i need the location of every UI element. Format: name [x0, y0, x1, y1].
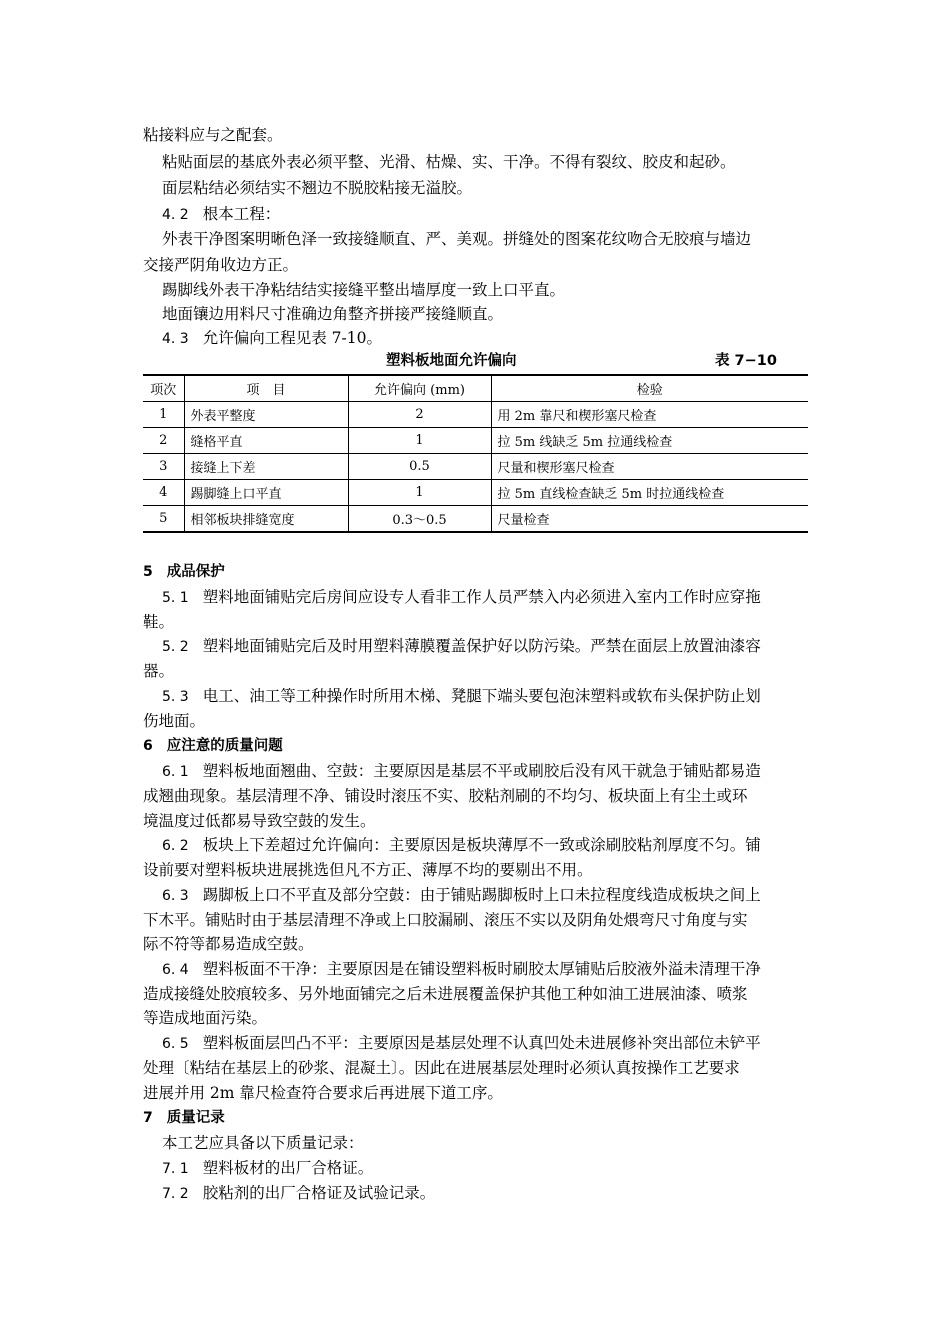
item-number: 5. 2	[162, 639, 189, 655]
table-cell: 踢脚缝上口平直	[184, 480, 348, 506]
section-title: 质量记录	[166, 1110, 225, 1126]
paragraph-line	[162, 686, 813, 707]
section-number: 4. 3	[162, 331, 189, 347]
section-6-heading	[143, 736, 813, 756]
paragraph-line: 器。	[143, 662, 175, 680]
paragraph-line: 踢脚线外表干净粘结结实接缝平整出墙厚度一致上口平直。	[162, 281, 566, 299]
paragraph-line: 地面镶边用料尺寸准确边角整齐拼接严接缝顺直。	[162, 305, 504, 323]
item-text: 塑料地面铺贴完后及时用塑料薄膜覆盖保护好以防污染。严禁在面层上放置油漆容	[202, 637, 761, 655]
table-cell: 尺量检查	[491, 506, 808, 533]
section-number: 6	[143, 738, 153, 754]
section-number: 7	[143, 1110, 153, 1126]
paragraph-line: 下木平。铺贴时由于基层清理不净或上口胶漏刷、滚压不实以及阴角处煨弯尺寸角度与实	[143, 911, 748, 929]
column-header: 检验	[491, 375, 808, 402]
table-cell: 用 2m 靠尺和楔形塞尺检查	[491, 402, 808, 428]
paragraph-line	[162, 1158, 813, 1179]
table-cell: 尺量和楔形塞尺检查	[491, 454, 808, 480]
paragraph-line: 等造成地面污染。	[143, 1009, 268, 1027]
paragraph-line: 外表干净图案明晰色泽一致接缝顺直、严、美观。拼缝处的图案花纹吻合无胶痕与墙边	[162, 230, 752, 248]
table-cell: 1	[143, 402, 184, 428]
item-number: 6. 2	[162, 838, 189, 854]
paragraph-line: 鞋。	[143, 613, 175, 631]
section-4-2	[162, 204, 813, 225]
section-number: 4. 2	[162, 207, 189, 223]
table-cell: 接缝上下差	[184, 454, 348, 480]
table-cell: 0.3～0.5	[348, 506, 491, 533]
table-cell: 外表平整度	[184, 402, 348, 428]
paragraph-line	[162, 1183, 813, 1204]
paragraph-line	[162, 959, 813, 980]
paragraph-line	[162, 636, 813, 657]
item-number: 6. 5	[162, 1036, 189, 1052]
paragraph-line: 粘接料应与之配套。	[143, 126, 283, 144]
table-cell: 缝格平直	[184, 428, 348, 454]
section-number: 5	[143, 564, 153, 580]
paragraph-line	[162, 835, 813, 856]
table-cell: 2	[348, 402, 491, 428]
paragraph-line: 成翘曲现象。基层清理不净、铺设时滚压不实、胶粘剂刷的不均匀、板块面上有尘土或环	[143, 787, 748, 805]
paragraph-line	[162, 885, 813, 906]
section-7-heading	[143, 1108, 813, 1128]
section-title: 应注意的质量问题	[166, 738, 283, 754]
table-row	[143, 428, 808, 454]
item-number: 7. 2	[162, 1186, 189, 1202]
paragraph-line	[162, 761, 813, 782]
table-cell: 1	[348, 480, 491, 506]
item-number: 7. 1	[162, 1161, 189, 1177]
tolerance-table	[143, 374, 808, 533]
column-header: 项次	[143, 375, 184, 402]
paragraph-line: 本工艺应具备以下质量记录：	[162, 1134, 364, 1152]
paragraph-line: 际不符等都易造成空鼓。	[143, 935, 314, 953]
item-number: 6. 1	[162, 764, 189, 780]
paragraph-line: 设前要对塑料板块进展挑选但凡不方正、薄厚不均的要剔出不用。	[143, 861, 593, 879]
paragraph-line	[162, 587, 813, 608]
section-4-3	[162, 328, 813, 349]
table-cell: 拉 5m 直线检查缺乏 5m 时拉通线检查	[491, 480, 808, 506]
item-text: 板块上下差超过允许偏向：主要原因是板块薄厚不一致或涂刷胶粘剂厚度不匀。铺	[202, 836, 761, 854]
item-text: 塑料板地面翘曲、空鼓：主要原因是基层不平或刷胶后没有风干就急于铺贴都易造	[202, 762, 761, 780]
table-label: 表 7−10	[715, 353, 777, 369]
table-cell: 相邻板块排缝宽度	[184, 506, 348, 533]
section-title: 允许偏向工程见表 7-10。	[202, 329, 382, 347]
item-text: 塑料地面铺贴完后房间应设专人看非工作人员严禁入内必须进入室内工作时应穿拖	[202, 588, 761, 606]
paragraph-line	[162, 1033, 813, 1054]
paragraph-line: 处理〔粘结在基层上的砂浆、混凝土〕。因此在进展基层处理时必须认真按操作工艺要求	[143, 1059, 740, 1077]
column-header: 允许偏向 (mm)	[348, 375, 491, 402]
table-cell: 1	[348, 428, 491, 454]
paragraph-line: 伤地面。	[143, 712, 206, 730]
table-row	[143, 506, 808, 533]
item-text: 塑料板面不干净：主要原因是在铺设塑料板时刷胶太厚铺贴后胶液外溢未清理干净	[202, 960, 761, 978]
table-cell: 3	[143, 454, 184, 480]
table-cell: 拉 5m 线缺乏 5m 拉通线检查	[491, 428, 808, 454]
section-5-heading	[143, 562, 813, 582]
table-cell: 0.5	[348, 454, 491, 480]
item-text: 踢脚板上口不平直及部分空鼓：由于铺贴踢脚板时上口未拉程度线造成板块之间上	[202, 886, 761, 904]
paragraph-line: 交接严阴角收边方正。	[143, 256, 299, 274]
paragraph-line: 粘贴面层的基底外表必须平整、光滑、枯燥、实、干净。不得有裂纹、胶皮和起砂。	[162, 153, 736, 171]
table-row	[143, 402, 808, 428]
table-cell: 5	[143, 506, 184, 533]
table-header-row	[143, 375, 808, 402]
table-row	[143, 454, 808, 480]
table-cell: 2	[143, 428, 184, 454]
item-text: 塑料板面层凹凸不平：主要原因是基层处理不认真凹处未进展修补突出部位未铲平	[202, 1034, 761, 1052]
column-header: 项 目	[184, 375, 348, 402]
paragraph-line: 进展并用 2m 靠尺检查符合要求后再进展下道工序。	[143, 1084, 503, 1102]
table-row	[143, 480, 808, 506]
item-number: 6. 4	[162, 962, 189, 978]
paragraph-line: 造成接缝处胶痕较多、另外地面铺完之后未进展覆盖保护其他工种如油工进展油漆、喷浆	[143, 985, 748, 1003]
item-number: 5. 3	[162, 689, 189, 705]
table-title: 塑料板地面允许偏向	[386, 353, 517, 369]
item-text: 电工、油工等工种操作时所用木梯、凳腿下端头要包泡沫塑料或软布头保护防止划	[202, 687, 761, 705]
section-title: 根本工程：	[202, 205, 281, 223]
item-text: 塑料板材的出厂合格证。	[202, 1159, 374, 1177]
table-cell: 4	[143, 480, 184, 506]
item-number: 5. 1	[162, 590, 189, 606]
section-title: 成品保护	[166, 564, 225, 580]
paragraph-line: 境温度过低都易导致空鼓的发生。	[143, 812, 376, 830]
item-text: 胶粘剂的出厂合格证及试验记录。	[202, 1184, 436, 1202]
item-number: 6. 3	[162, 888, 189, 904]
paragraph-line: 面层粘结必须结实不翘边不脱胶粘接无溢胶。	[162, 179, 473, 197]
